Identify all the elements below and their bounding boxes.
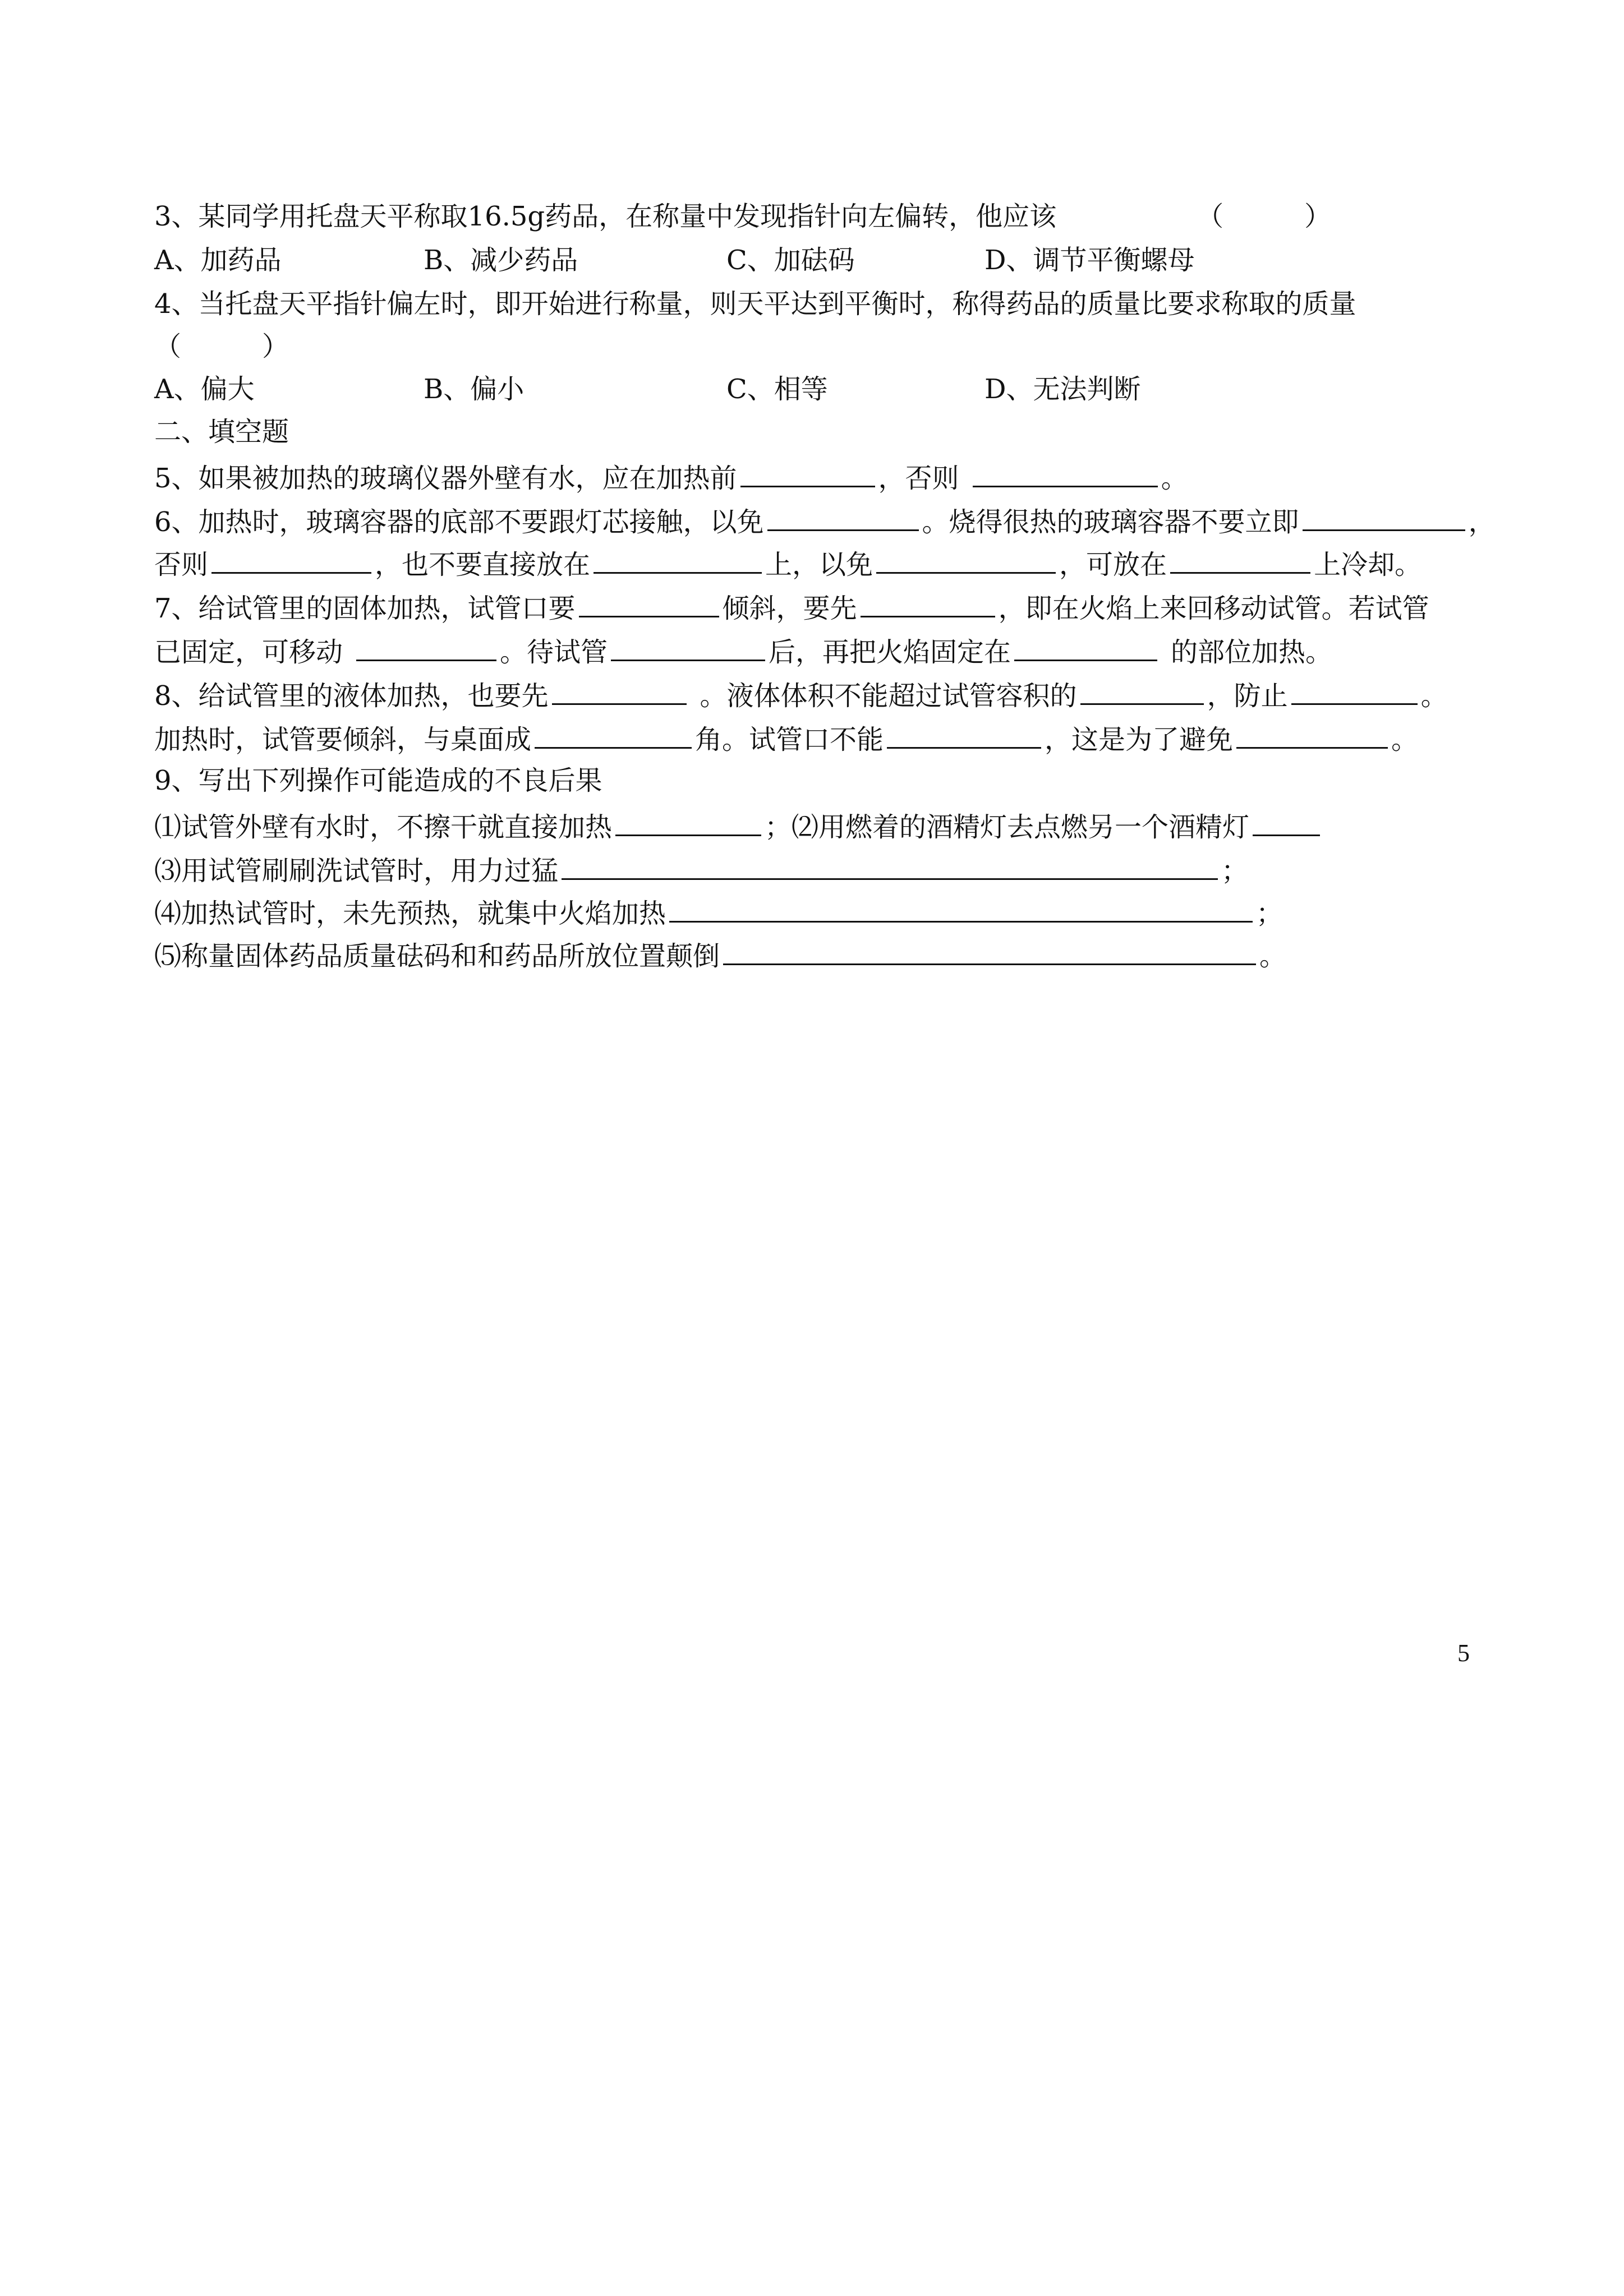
question-6-text-4: 否则 (154, 549, 209, 580)
question-9-item-3: ⑶用试管刷刷洗试管时，用力过猛 (154, 855, 559, 887)
question-9-blank-5[interactable] (723, 937, 1256, 965)
question-9-item-3-end: ； (1221, 855, 1249, 887)
question-7-text-1: 7、给试管里的固体加热，试管口要 (154, 593, 576, 624)
question-6-text-6: 上，以免 (765, 549, 873, 580)
question-6-text-8: 上冷却。 (1314, 549, 1422, 580)
question-5-blank-2[interactable] (973, 459, 1158, 487)
question-6-text-5: ，也不要直接放在 (375, 549, 591, 580)
question-7-line-1 (154, 589, 1429, 625)
question-5 (154, 459, 1188, 495)
question-7-blank-4[interactable] (611, 633, 765, 661)
question-7-blank-1[interactable] (579, 589, 719, 617)
question-7-text-7: 的部位加热。 (1171, 637, 1333, 668)
question-4-options (154, 372, 1141, 406)
question-3-answer-paren: （ ） (1197, 201, 1332, 232)
question-9-title: 9、写出下列操作可能造成的不良后果 (154, 765, 602, 796)
question-7-blank-3[interactable] (356, 633, 496, 661)
question-6-blank-1[interactable] (767, 502, 919, 531)
question-9-item-1-end: ； (765, 812, 792, 843)
question-3-stem-line (154, 200, 1331, 233)
question-9-item-4-line (154, 894, 1283, 930)
page-number: 5 (1457, 1639, 1470, 1667)
question-8-blank-2[interactable] (1080, 676, 1204, 705)
question-8-blank-6[interactable] (1236, 720, 1388, 749)
question-8-text-3: ，防止 (1207, 680, 1288, 712)
question-3-option-b: B、减少药品 (424, 245, 578, 276)
question-5-text-1: 5、如果被加热的玻璃仪器外壁有水，应在加热前 (154, 463, 737, 494)
question-9-blank-2[interactable] (1253, 808, 1320, 836)
question-9-items-1-2 (154, 808, 1323, 844)
question-6-text-3: ， (1468, 506, 1496, 538)
question-8-text-1: 8、给试管里的液体加热，也要先 (154, 680, 549, 712)
question-8-line-2 (154, 720, 1418, 757)
question-8-blank-5[interactable] (887, 720, 1041, 749)
question-8-blank-3[interactable] (1291, 676, 1418, 705)
question-8-blank-1[interactable] (552, 676, 687, 705)
question-9-item-2: ⑵用燃着的酒精灯去点燃另一个酒精灯 (792, 812, 1250, 843)
question-9-item-4-end: ； (1256, 898, 1283, 929)
question-7-text-6: 后，再把火焰固定在 (769, 637, 1011, 668)
question-7-line-2 (154, 633, 1332, 669)
question-3-option-a: A、加药品 (154, 245, 282, 276)
question-5-text-3: 。 (1161, 463, 1188, 494)
question-8-text-6: 角。试管口不能 (695, 724, 884, 755)
question-9-blank-4[interactable] (669, 894, 1253, 923)
question-9-item-3-line (154, 851, 1248, 888)
question-8-text-2: 。液体体积不能超过试管容积的 (700, 680, 1077, 712)
question-8-text-8: 。 (1391, 724, 1419, 755)
question-4-stem: 4、当托盘天平指针偏左时，即开始进行称量，则天平达到平衡时，称得药品的质量比要求称取的质量 (154, 288, 1356, 320)
question-4-option-b: B、偏小 (424, 374, 525, 405)
question-9-item-5-line (154, 937, 1286, 973)
question-6-blank-3[interactable] (211, 545, 371, 574)
question-7-blank-2[interactable] (861, 589, 995, 617)
question-9-item-5: ⑸称量固体药品质量砝码和和药品所放位置颠倒 (154, 940, 720, 972)
question-6-blank-4[interactable] (594, 545, 762, 574)
question-4-option-a: A、偏大 (154, 374, 255, 405)
question-8-text-4: 。 (1420, 680, 1448, 712)
question-6-line-2 (154, 545, 1421, 582)
question-7-text-5: 。待试管 (500, 637, 608, 668)
question-8-blank-4[interactable] (535, 720, 692, 749)
question-6-text-7: ，可放在 (1059, 549, 1167, 580)
question-9-item-4: ⑷加热试管时，未先预热，就集中火焰加热 (154, 898, 666, 929)
question-7-text-3: ，即在火焰上来回移动试管。若试管 (998, 593, 1429, 624)
question-5-blank-1[interactable] (740, 459, 875, 487)
question-8-text-5: 加热时，试管要倾斜，与桌面成 (154, 724, 532, 755)
question-3-option-d: D、调节平衡螺母 (984, 245, 1195, 276)
question-4-option-c: C、相等 (726, 374, 828, 405)
question-8-text-7: ，这是为了避免 (1045, 724, 1234, 755)
section-2-title: 二、填空题 (154, 416, 289, 448)
question-6-text-1: 6、加热时，玻璃容器的底部不要跟灯芯接触，以免 (154, 506, 764, 538)
question-3-option-c: C、加砝码 (726, 245, 855, 276)
question-6-blank-2[interactable] (1303, 502, 1465, 531)
question-6-blank-6[interactable] (1170, 545, 1310, 574)
question-7-text-2: 倾斜，要先 (722, 593, 857, 624)
question-8-line-1 (154, 676, 1448, 713)
question-9-item-5-end: 。 (1259, 940, 1287, 972)
question-9-item-1: ⑴试管外壁有水时，不擦干就直接加热 (154, 812, 613, 843)
question-4-option-d: D、无法判断 (984, 374, 1141, 405)
question-6-blank-5[interactable] (876, 545, 1056, 574)
question-6-text-2: 。烧得很热的玻璃容器不要立即 (922, 506, 1299, 538)
question-7-blank-5[interactable] (1014, 633, 1157, 661)
question-9-blank-1[interactable] (615, 808, 761, 836)
question-3-stem: 3、某同学用托盘天平称取16.5g药品，在称量中发现指针向左偏转，他应该 (154, 201, 1057, 232)
question-5-text-2: ，否则 (878, 463, 959, 494)
question-3-options (154, 243, 1195, 277)
question-4-answer-paren: （ ） (154, 331, 289, 362)
question-6-line-1 (154, 502, 1496, 539)
question-7-text-4: 已固定，可移动 (154, 637, 343, 668)
question-9-blank-3[interactable] (562, 851, 1218, 880)
